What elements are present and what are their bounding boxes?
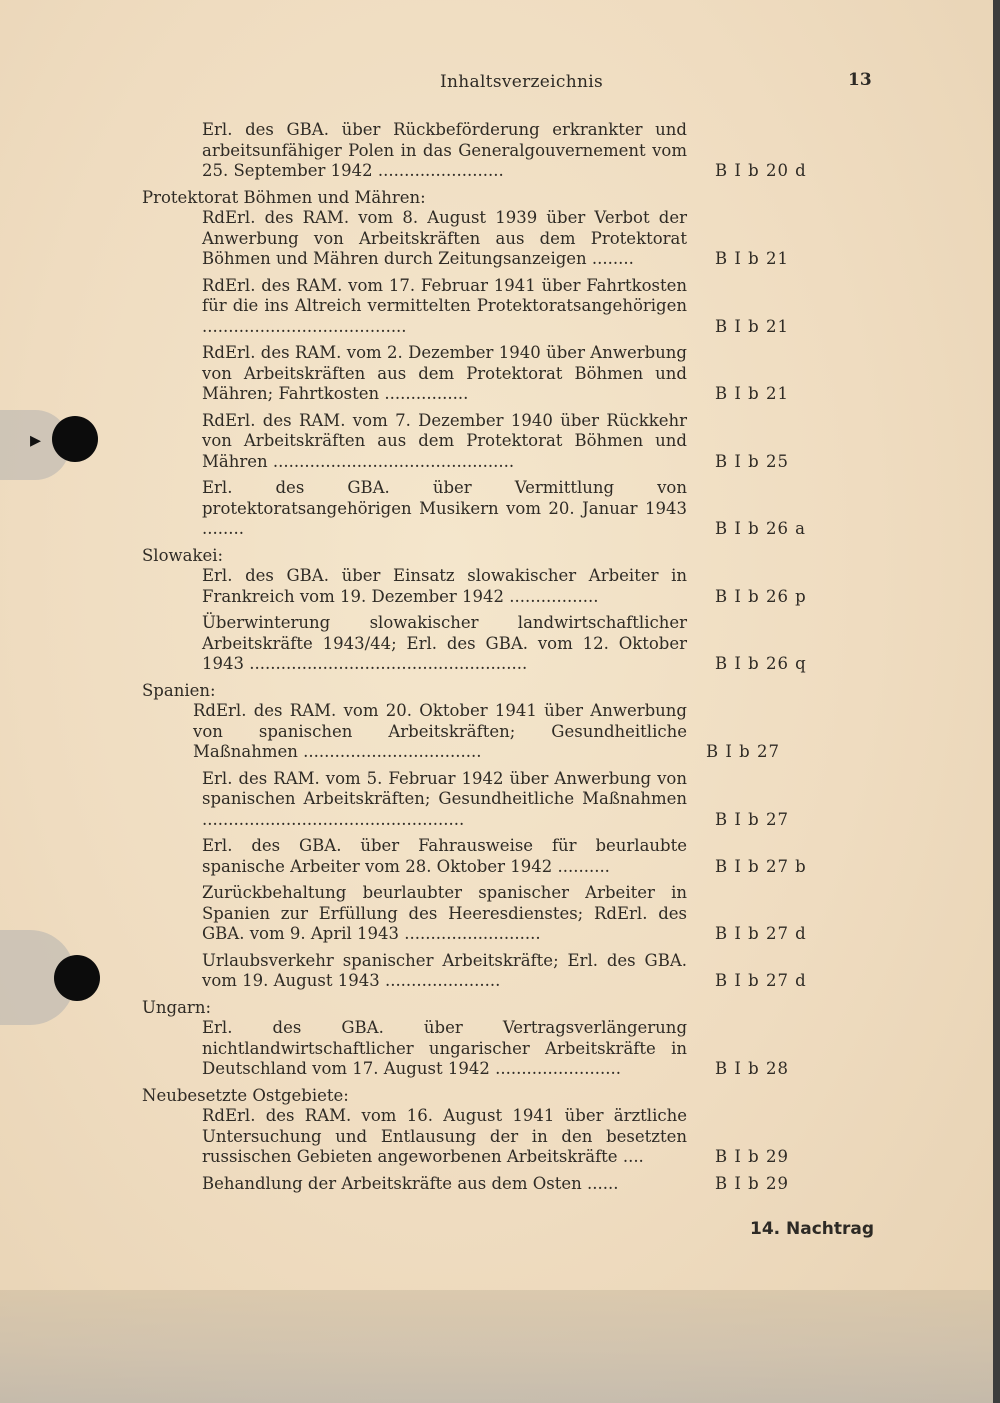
toc-entry-text: Zurückbehaltung beurlaubter spanischer Arbeiter in Spanien zur Erfüllung des Heeresdienstes; RdErl. des GBA. vom 9. April 1943	[202, 883, 687, 943]
toc-entry-text: RdErl. des RAM. vom 7. Dezember 1940 über Rückkehr von Arbeitskräften aus dem Protektorat Böhmen und Mähren	[202, 410, 687, 471]
toc-entry-reference: B I b 28	[715, 1059, 789, 1078]
dot-leader: ..................................................	[202, 809, 465, 829]
toc-entry-reference: B I b 27	[706, 742, 780, 761]
toc-entry-reference: B I b 21	[715, 316, 789, 336]
section-heading: Protektorat Böhmen und Mähren:	[142, 187, 426, 207]
toc-section	[142, 681, 822, 992]
punch-hole-top	[52, 416, 98, 462]
toc-entry	[202, 1018, 789, 1080]
toc-entry-reference: B I b 27 b	[715, 856, 807, 876]
dot-leader: ........................	[489, 1059, 621, 1078]
toc-entry-reference: B I b 26 q	[715, 654, 807, 673]
toc-entry-text: Erl. des RAM. vom 5. Februar 1942 über Anwerbung von spanischen Arbeitskräften; Gesundheitliche Maßnahmen	[202, 768, 687, 808]
arrow-icon: ▸	[30, 428, 42, 453]
dot-leader: ......................	[379, 971, 501, 990]
section-heading: Slowakei:	[142, 545, 224, 565]
toc-entry-text: Erl. des GBA. über Fahrausweise für beurlaubte spanische Arbeiter vom 28. Oktober 1942	[202, 836, 687, 876]
toc-entry-reference: B I b 29	[715, 1147, 789, 1166]
dot-leader: ..............................................	[267, 451, 515, 471]
section-heading: Ungarn:	[142, 997, 212, 1017]
toc-entry-reference: B I b 21	[715, 249, 789, 268]
toc-entry	[202, 836, 807, 877]
toc-entry	[202, 613, 807, 675]
toc-entry-reference: B I b 26 a	[715, 519, 807, 538]
dot-leader: ....	[617, 1147, 644, 1166]
toc-entry-text: RdErl. des RAM. vom 8. August 1939 über Verbot der Anwerbung von Arbeitskräften aus dem Protektorat Böhmen und Mähren durch Zeitungsanzeigen	[202, 208, 687, 268]
toc-section	[142, 188, 822, 540]
scan-background-edge	[993, 0, 1000, 1403]
toc-entry	[202, 275, 789, 338]
toc-entry-text: RdErl. des RAM. vom 2. Dezember 1940 über Anwerbung von Arbeitskräften aus dem Protektorat Böhmen und Mähren; Fahrtkosten	[202, 343, 687, 403]
toc-entry	[202, 1173, 789, 1195]
toc-entry-reference: B I b 29	[715, 1173, 789, 1193]
page-number: 13	[848, 70, 872, 90]
toc-section	[142, 546, 822, 675]
toc-entry	[193, 701, 780, 763]
toc-entry-reference: B I b 27 d	[715, 924, 807, 943]
toc-entry-text: Erl. des GBA. über Einsatz slowakischer Arbeiter in Frankreich vom 19. Dezember 1942	[202, 566, 687, 606]
toc-entry	[202, 208, 789, 270]
dot-leader: ................	[379, 384, 469, 403]
toc-entry-reference: B I b 27	[715, 809, 789, 829]
torn-bottom-edge	[0, 1290, 993, 1403]
toc-entry	[202, 343, 789, 405]
toc-entry-text: Urlaubsverkehr spanischer Arbeitskräfte; Erl. des GBA. vom 19. August 1943	[202, 950, 687, 990]
toc-entry-reference: B I b 21	[715, 384, 789, 403]
toc-section	[142, 1086, 822, 1195]
dot-leader: ........................	[372, 161, 504, 180]
toc-entry-text: Behandlung der Arbeitskräfte aus dem Osten	[202, 1173, 582, 1193]
dot-leader: ..........	[552, 856, 610, 876]
page-title: Inhaltsverzeichnis	[440, 72, 603, 92]
toc-entry	[202, 950, 807, 992]
dot-leader: ......	[581, 1173, 619, 1193]
toc-entry	[202, 566, 807, 607]
dot-leader: .......................................	[202, 316, 407, 336]
toc-entry-text: Überwinterung slowakischer landwirtschaftlicher Arbeitskräfte 1943/44; Erl. des GBA. vom 12. Oktober 1943	[202, 613, 687, 673]
punch-hole-bottom	[54, 955, 100, 1001]
section-heading: Spanien:	[142, 680, 216, 700]
dot-leader: ..........................	[399, 924, 541, 943]
toc-entry	[202, 120, 807, 182]
table-of-contents	[142, 120, 822, 1200]
dot-leader: ..................................	[297, 742, 482, 761]
toc-entry-reference: B I b 27 d	[715, 971, 807, 990]
toc-entry-text: RdErl. des RAM. vom 20. Oktober 1941 über Anwerbung von spanischen Arbeitskräften; Gesundheitliche Maßnahmen	[193, 701, 687, 761]
toc-entry-reference: B I b 26 p	[715, 586, 807, 606]
toc-entry	[202, 1106, 789, 1168]
toc-entry-reference: B I b 25	[715, 451, 789, 471]
dot-leader: ........	[586, 249, 634, 268]
toc-entry	[202, 768, 789, 831]
toc-entry-text: Erl. des GBA. über Rückbeförderung erkrankter und arbeitsunfähiger Polen in das Generalgouvernement vom 25. September 1942	[202, 120, 687, 180]
toc-entry-text: RdErl. des RAM. vom 16. August 1941 über ärztliche Untersuchung und Entlausung der in den besetzten russischen Gebieten angeworbenen Arbeitskräfte	[202, 1106, 687, 1166]
toc-entry-reference: B I b 20 d	[715, 161, 807, 180]
toc-entry	[202, 478, 807, 540]
toc-entry-text: Erl. des GBA. über Vertragsverlängerung nichtlandwirtschaftlicher ungarischer Arbeitskräfte in Deutschland vom 17. August 1942	[202, 1018, 687, 1078]
toc-groups	[142, 188, 822, 1195]
supplement-label: 14. Nachtrag	[750, 1219, 875, 1239]
toc-entry-text: RdErl. des RAM. vom 17. Februar 1941 über Fahrtkosten für die ins Altreich vermittelten Protektoratsangehörigen	[202, 275, 687, 315]
toc-entry	[202, 410, 789, 473]
section-heading: Neubesetzte Ostgebiete:	[142, 1085, 349, 1105]
toc-entry	[202, 883, 807, 945]
dot-leader: .................	[504, 586, 599, 606]
toc-entry-text: Erl. des GBA. über Vermittlung von protektoratsangehörigen Musikern vom 20. Januar 1943	[202, 478, 687, 518]
dot-leader: ........	[202, 519, 244, 538]
dot-leader: .....................................................	[244, 654, 528, 673]
toc-section	[142, 998, 822, 1080]
